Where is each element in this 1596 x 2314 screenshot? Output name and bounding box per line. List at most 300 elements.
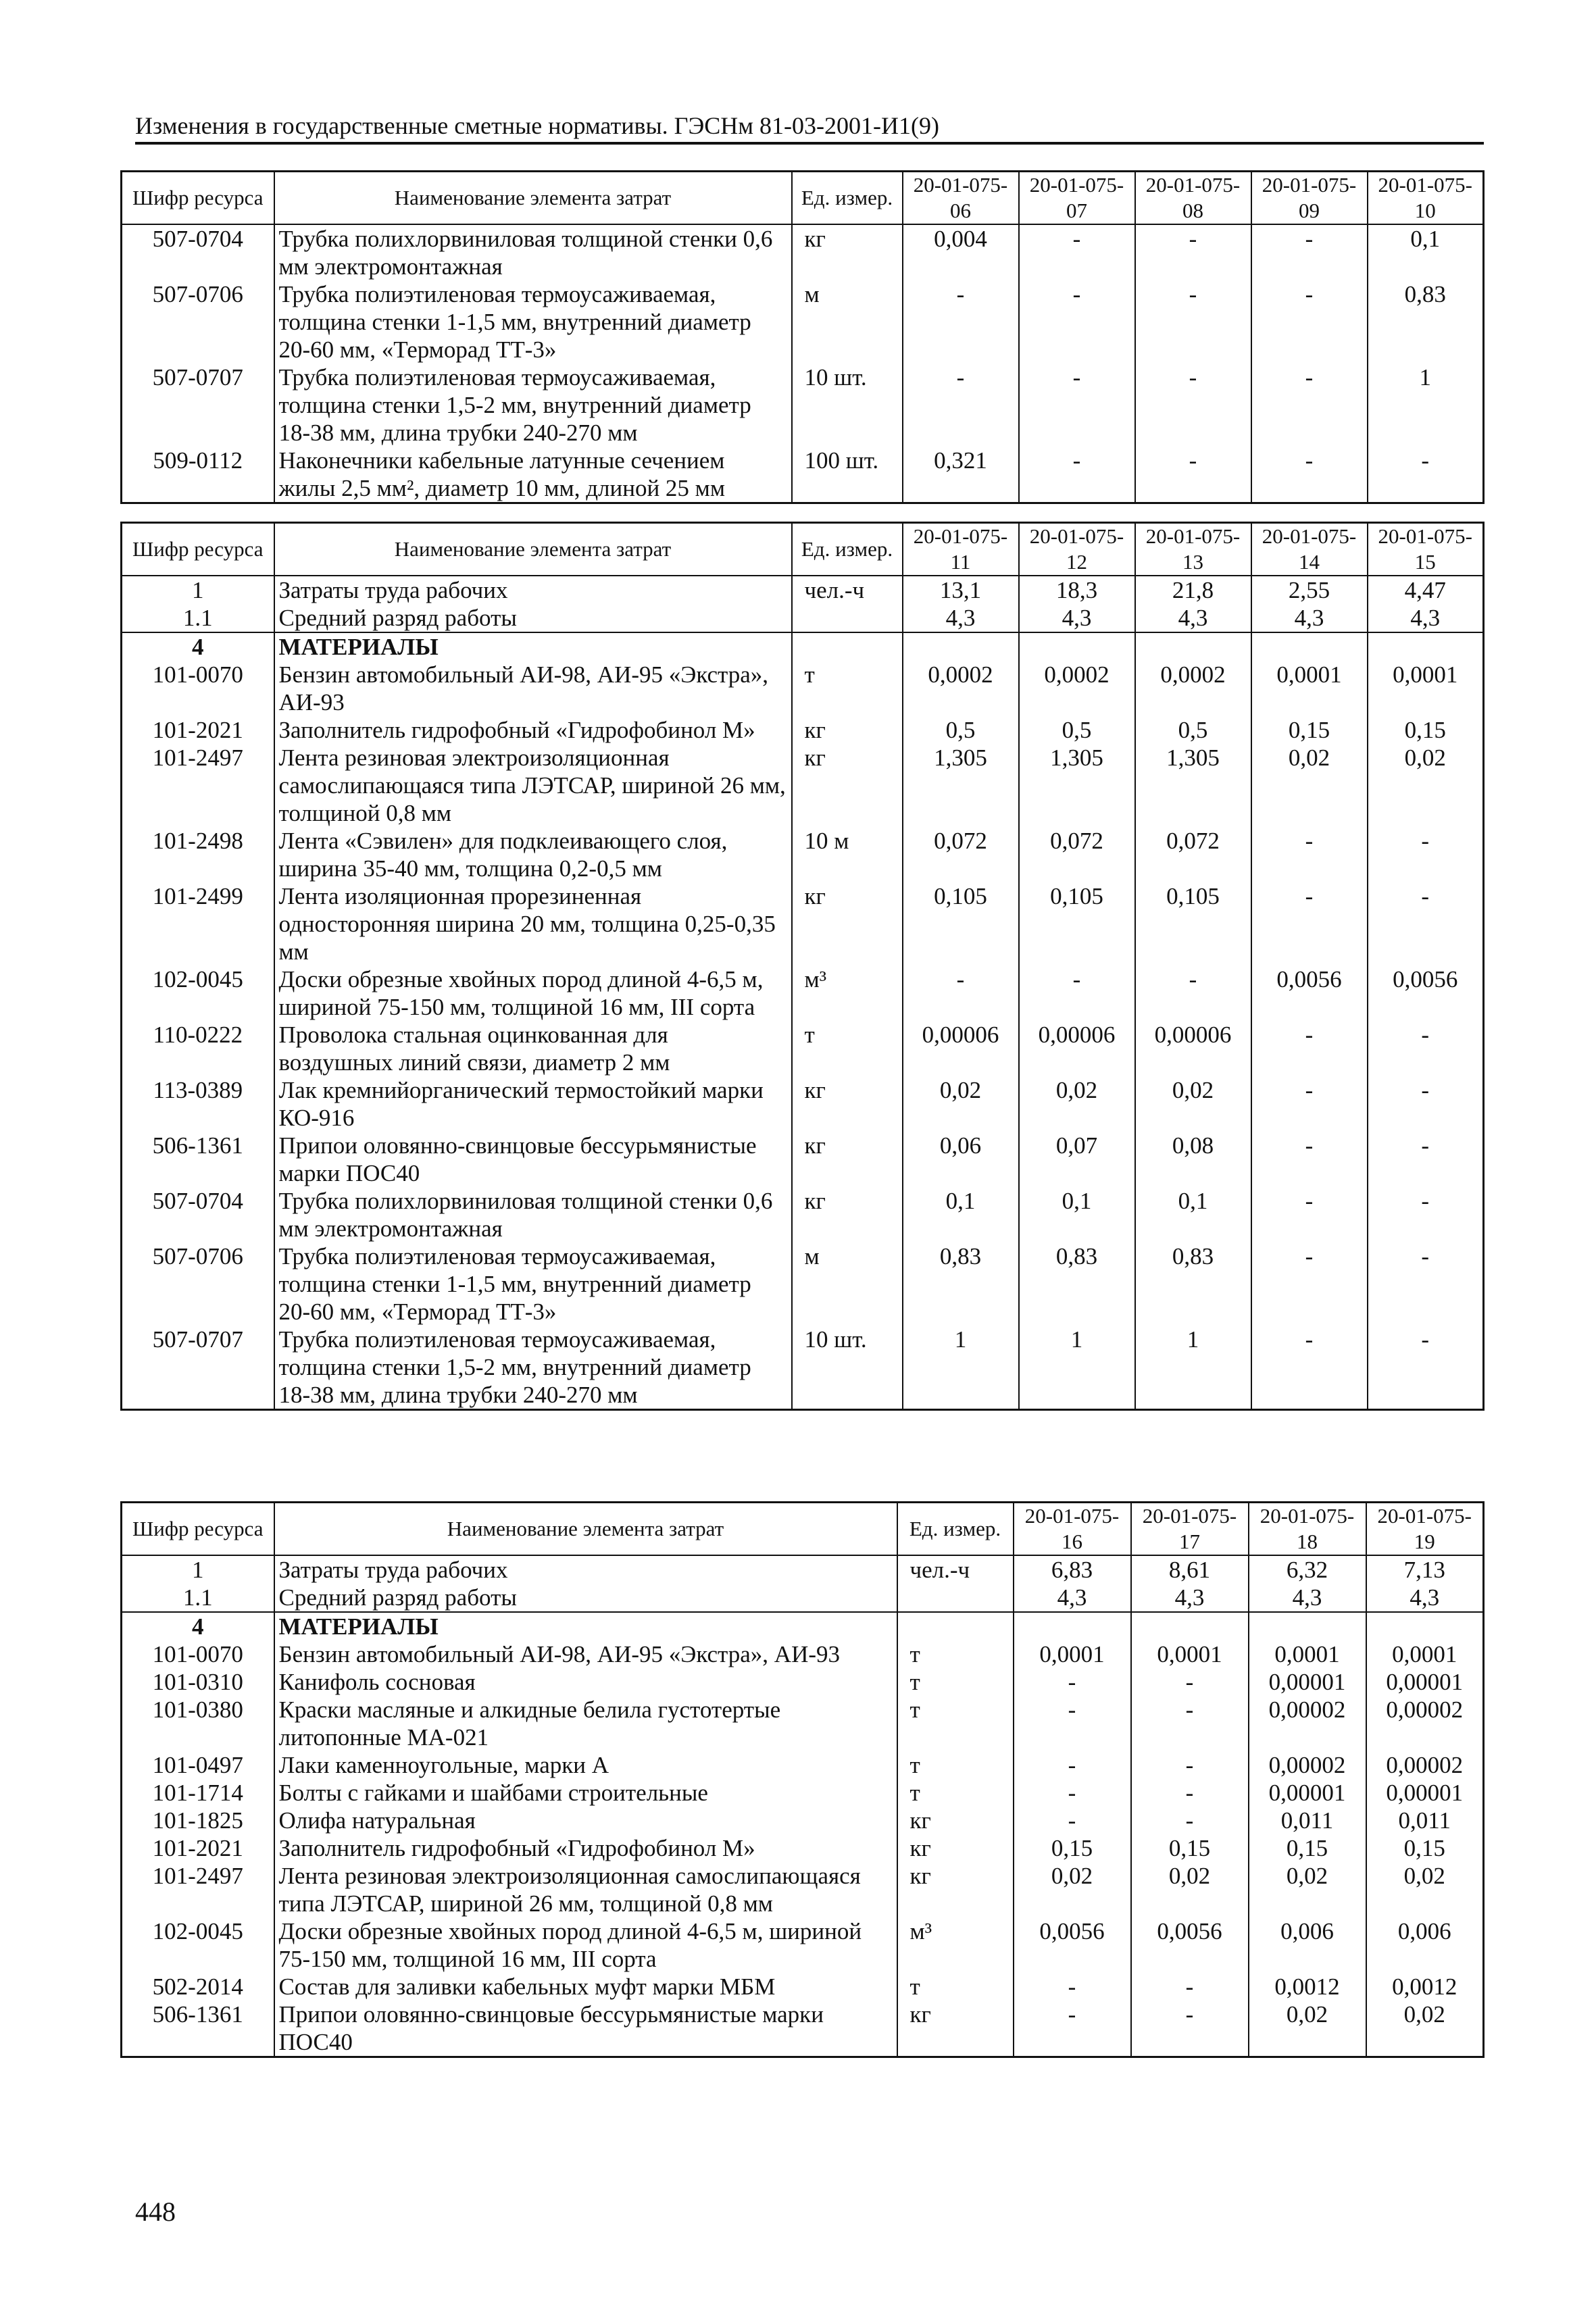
col-header-code: Шифр ресурса (132, 1517, 264, 1540)
resource-code-cell: 101-0497 (152, 1752, 243, 1778)
resource-code-cell: 101-0380 (152, 1696, 243, 1723)
value-cell: 0,00006 (903, 1021, 1019, 1076)
col-header-norm: 20-01-075-14 (1251, 523, 1368, 576)
resource-name-cell: Лента «Сэвилен» для подклеивающего слоя, ширина 35-40 мм, толщина 0,2-0,5 мм (274, 827, 792, 882)
col-header-norm: 20-01-075-06 (903, 172, 1019, 225)
value-cell: - (1251, 363, 1368, 447)
value-cell: 4,3 (1251, 604, 1368, 632)
value-cell: 0,00006 (1135, 1021, 1251, 1076)
table-row (122, 280, 1484, 363)
resource-name-cell: Трубка полихлорвиниловая толщиной стенки 0,6 мм электромонтажная (274, 224, 792, 280)
resource-code-cell: 101-2021 (152, 1835, 243, 1861)
resource-code-cell: 101-2499 (152, 883, 243, 909)
value-cell: 0,15 (1366, 1834, 1484, 1862)
unit-cell: кг (897, 1862, 1014, 1917)
value-cell (1019, 632, 1135, 661)
table-header-row (122, 172, 1484, 225)
unit-cell: т (897, 1696, 1014, 1751)
unit-cell: т (897, 1668, 1014, 1696)
value-cell: 4,3 (1131, 1584, 1249, 1612)
value-cell: - (903, 965, 1019, 1021)
value-cell: - (1131, 1696, 1249, 1751)
resource-code-cell: 506-1361 (152, 1132, 243, 1159)
value-cell (1131, 1612, 1249, 1640)
value-cell: 0,15 (1249, 1834, 1366, 1862)
resource-code-cell: 101-1825 (152, 1807, 243, 1834)
value-cell: 1 (1019, 1326, 1135, 1410)
value-cell: 0,02 (1368, 744, 1484, 827)
resource-table-1 (120, 170, 1485, 504)
value-cell: 1 (903, 1326, 1019, 1410)
value-cell: 0,08 (1135, 1132, 1251, 1187)
value-cell: - (1368, 1132, 1484, 1187)
col-header-code: Шифр ресурса (132, 186, 264, 209)
value-cell: 0,15 (1014, 1834, 1131, 1862)
resource-name-cell: Доски обрезные хвойных пород длиной 4-6,5 м, шириной 75-150 мм, толщиной 16 мм, III сорта (274, 1917, 897, 1973)
value-cell: - (1019, 224, 1135, 280)
unit-cell: кг (897, 1807, 1014, 1834)
col-header-norm: 20-01-075-08 (1135, 172, 1251, 225)
value-cell: - (1131, 2001, 1249, 2057)
col-header-norm: 20-01-075-13 (1135, 523, 1251, 576)
resource-code-cell: 101-0070 (152, 661, 243, 688)
value-cell: 6,32 (1249, 1555, 1366, 1584)
value-cell: - (1019, 447, 1135, 503)
value-cell: 4,3 (1019, 604, 1135, 632)
value-cell: - (1368, 1021, 1484, 1076)
value-cell: 0,006 (1366, 1917, 1484, 1973)
resource-name-cell: Заполнитель гидрофобный «Гидрофобинол М» (274, 1834, 897, 1862)
table-row (122, 1696, 1484, 1751)
header-title: Изменения в государственные сметные нормативы. ГЭСНм 81-03-2001-И1(9) (135, 112, 939, 139)
unit-cell: чел.-ч (792, 576, 903, 604)
value-cell (1014, 1612, 1131, 1640)
resource-code-cell: 1 (192, 577, 204, 603)
col-header-norm: 20-01-075-15 (1368, 523, 1484, 576)
resource-code-cell: 101-0070 (152, 1641, 243, 1667)
value-cell: 0,105 (903, 882, 1019, 965)
table-row (122, 1076, 1484, 1132)
value-cell: 0,5 (903, 716, 1019, 744)
value-cell: - (1251, 1021, 1368, 1076)
resource-code-cell: 102-0045 (152, 966, 243, 992)
unit-cell: чел.-ч (897, 1555, 1014, 1584)
value-cell: - (1014, 1807, 1131, 1834)
resource-name-cell: Трубка полихлорвиниловая толщиной стенки 0,6 мм электромонтажная (274, 1187, 792, 1242)
unit-cell (897, 1612, 1014, 1640)
value-cell: 4,3 (1366, 1584, 1484, 1612)
resource-code-cell: 110-0222 (153, 1022, 243, 1048)
unit-cell: кг (792, 716, 903, 744)
resource-name-cell: МАТЕРИАЛЫ (274, 632, 792, 661)
resource-name-cell: Трубка полиэтиленовая термоусаживаемая, толщина стенки 1,5-2 мм, внутренний диаметр 18-38 мм, длина трубки 240-270 мм (274, 1326, 792, 1410)
col-header-unit: Ед. измер. (792, 172, 903, 225)
unit-cell: 10 шт. (792, 1326, 903, 1410)
value-cell: - (1251, 447, 1368, 503)
resource-code-cell: 507-0704 (152, 226, 243, 252)
resource-name-cell: Трубка полиэтиленовая термоусаживаемая, толщина стенки 1-1,5 мм, внутренний диаметр 20-60 мм, «Терморад ТТ-3» (274, 280, 792, 363)
value-cell: - (1368, 1187, 1484, 1242)
value-cell: 0,00006 (1019, 1021, 1135, 1076)
resource-code-cell: 101-2021 (152, 717, 243, 743)
table-header-row (122, 523, 1484, 576)
value-cell: 0,0012 (1366, 1973, 1484, 2001)
table-row (122, 447, 1484, 503)
value-cell: 0,00001 (1366, 1668, 1484, 1696)
resource-name-cell: Затраты труда рабочих (274, 1555, 897, 1584)
value-cell: 0,83 (903, 1242, 1019, 1326)
table-row (122, 1242, 1484, 1326)
resource-code-cell: 507-0707 (152, 364, 243, 391)
value-cell: 1 (1135, 1326, 1251, 1410)
unit-cell: кг (792, 1076, 903, 1132)
value-cell: 13,1 (903, 576, 1019, 604)
value-cell: - (1131, 1807, 1249, 1834)
value-cell: 0,83 (1135, 1242, 1251, 1326)
resource-code-cell: 101-2498 (152, 828, 243, 854)
col-header-norm: 20-01-075-09 (1251, 172, 1368, 225)
value-cell: 4,47 (1368, 576, 1484, 604)
value-cell: - (1019, 965, 1135, 1021)
resource-name-cell: Бензин автомобильный АИ-98, АИ-95 «Экстра», АИ-93 (274, 1640, 897, 1668)
value-cell: - (1368, 882, 1484, 965)
value-cell: - (1014, 1696, 1131, 1751)
table-row (122, 1807, 1484, 1834)
value-cell: 0,15 (1251, 716, 1368, 744)
value-cell: 0,004 (903, 224, 1019, 280)
table-row (122, 224, 1484, 280)
value-cell: 21,8 (1135, 576, 1251, 604)
value-cell: 0,006 (1249, 1917, 1366, 1973)
table-row (122, 1132, 1484, 1187)
value-cell: 0,0001 (1366, 1640, 1484, 1668)
value-cell: 1 (1368, 363, 1484, 447)
resource-name-cell: Состав для заливки кабельных муфт марки МБМ (274, 1973, 897, 2001)
resource-name-cell: Доски обрезные хвойных пород длиной 4-6,5 м, шириной 75-150 мм, толщиной 16 мм, III сорта (274, 965, 792, 1021)
table-header-row (122, 1503, 1484, 1556)
unit-cell (897, 1584, 1014, 1612)
col-header-unit: Ед. измер. (792, 523, 903, 576)
col-header-norm: 20-01-075-11 (903, 523, 1019, 576)
resource-code-cell: 502-2014 (152, 1973, 243, 2000)
resource-name-cell: Заполнитель гидрофобный «Гидрофобинол М» (274, 716, 792, 744)
unit-cell: т (897, 1751, 1014, 1779)
table-row (122, 1640, 1484, 1668)
value-cell: 0,00002 (1366, 1696, 1484, 1751)
value-cell: - (1368, 1076, 1484, 1132)
value-cell: - (1014, 1751, 1131, 1779)
value-cell: 0,321 (903, 447, 1019, 503)
value-cell: 0,02 (1135, 1076, 1251, 1132)
resource-name-cell: Лента резиновая электроизоляционная самослипающаяся типа ЛЭТСАР, шириной 26 мм, толщиной 0,8 мм (274, 1862, 897, 1917)
resource-code-cell: 113-0389 (153, 1077, 243, 1103)
unit-cell: т (792, 1021, 903, 1076)
resource-code-cell: 507-0704 (152, 1188, 243, 1214)
value-cell: 0,02 (1019, 1076, 1135, 1132)
value-cell: - (1251, 1132, 1368, 1187)
resource-name-cell: Средний разряд работы (274, 604, 792, 632)
resource-name-cell: Лента резиновая электроизоляционная самослипающаяся типа ЛЭТСАР, шириной 26 мм, толщиной 0,8 мм (274, 744, 792, 827)
resource-name-cell: Болты с гайками и шайбами строительные (274, 1779, 897, 1807)
value-cell: 0,072 (1019, 827, 1135, 882)
unit-cell: м (792, 1242, 903, 1326)
value-cell: - (1368, 447, 1484, 503)
value-cell: 0,15 (1368, 716, 1484, 744)
resource-code-cell: 507-0707 (152, 1326, 243, 1353)
resource-name-cell: Олифа натуральная (274, 1807, 897, 1834)
col-header-name: Наименование элемента затрат (274, 523, 792, 576)
value-cell: - (1019, 363, 1135, 447)
value-cell: - (1019, 280, 1135, 363)
value-cell: 0,00001 (1249, 1779, 1366, 1807)
value-cell: 0,83 (1368, 280, 1484, 363)
value-cell: 0,0056 (1131, 1917, 1249, 1973)
value-cell: - (1135, 965, 1251, 1021)
resource-code-cell: 507-0706 (152, 281, 243, 307)
value-cell: 1,305 (1135, 744, 1251, 827)
unit-cell: т (897, 1779, 1014, 1807)
resource-name-cell: Припои оловянно-свинцовые бессурьмянистые марки ПОС40 (274, 2001, 897, 2057)
table-row (122, 363, 1484, 447)
unit-cell: 10 шт. (792, 363, 903, 447)
resource-code-cell: 101-2497 (152, 1863, 243, 1889)
unit-cell: кг (792, 1187, 903, 1242)
value-cell: 0,105 (1135, 882, 1251, 965)
col-header-name: Наименование элемента затрат (274, 172, 792, 225)
value-cell: - (1251, 224, 1368, 280)
value-cell: 18,3 (1019, 576, 1135, 604)
table-row (122, 604, 1484, 632)
value-cell: 1,305 (903, 744, 1019, 827)
value-cell: 0,072 (903, 827, 1019, 882)
value-cell: 0,011 (1249, 1807, 1366, 1834)
unit-cell: кг (897, 2001, 1014, 2057)
unit-cell (792, 604, 903, 632)
value-cell: - (1135, 224, 1251, 280)
value-cell: 0,0056 (1251, 965, 1368, 1021)
table-row (122, 576, 1484, 604)
value-cell: - (1368, 1326, 1484, 1410)
value-cell: 0,011 (1366, 1807, 1484, 1834)
value-cell (1251, 632, 1368, 661)
value-cell: 8,61 (1131, 1555, 1249, 1584)
value-cell: - (1131, 1751, 1249, 1779)
resource-code-cell: 509-0112 (153, 447, 243, 474)
value-cell: 6,83 (1014, 1555, 1131, 1584)
value-cell: - (1014, 1779, 1131, 1807)
value-cell (1366, 1612, 1484, 1640)
resource-name-cell: Средний разряд работы (274, 1584, 897, 1612)
col-header-norm: 20-01-075-16 (1014, 1503, 1131, 1556)
unit-cell: 10 м (792, 827, 903, 882)
value-cell (1368, 632, 1484, 661)
unit-cell: т (897, 1973, 1014, 2001)
section-row (122, 632, 1484, 661)
col-header-norm: 20-01-075-19 (1366, 1503, 1484, 1556)
value-cell: - (1251, 1187, 1368, 1242)
resource-name-cell: Трубка полиэтиленовая термоусаживаемая, толщина стенки 1-1,5 мм, внутренний диаметр 20-60 мм, «Терморад ТТ-3» (274, 1242, 792, 1326)
resource-name-cell: Лаки каменноугольные, марки А (274, 1751, 897, 1779)
col-header-norm: 20-01-075-12 (1019, 523, 1135, 576)
value-cell: 0,0002 (1019, 661, 1135, 716)
value-cell: 0,00002 (1249, 1751, 1366, 1779)
table-row (122, 1668, 1484, 1696)
value-cell: 0,0001 (1131, 1640, 1249, 1668)
value-cell: - (1131, 1668, 1249, 1696)
resource-name-cell: Трубка полиэтиленовая термоусаживаемая, толщина стенки 1,5-2 мм, внутренний диаметр 18-38 мм, длина трубки 240-270 мм (274, 363, 792, 447)
value-cell: 0,1 (903, 1187, 1019, 1242)
value-cell: 0,02 (1366, 1862, 1484, 1917)
value-cell: 4,3 (1249, 1584, 1366, 1612)
resource-code-cell: 1.1 (182, 1584, 213, 1611)
value-cell: - (1251, 827, 1368, 882)
table-row (122, 965, 1484, 1021)
value-cell: 0,15 (1131, 1834, 1249, 1862)
value-cell: - (1131, 1779, 1249, 1807)
col-header-unit: Ед. измер. (897, 1503, 1014, 1556)
resource-name-cell: МАТЕРИАЛЫ (274, 1612, 897, 1640)
unit-cell: м (792, 280, 903, 363)
value-cell: 0,02 (1366, 2001, 1484, 2057)
col-header-norm: 20-01-075-17 (1131, 1503, 1249, 1556)
value-cell: 0,1 (1135, 1187, 1251, 1242)
value-cell: 0,02 (1131, 1862, 1249, 1917)
value-cell: 4,3 (1135, 604, 1251, 632)
resource-code-cell: 101-2497 (152, 745, 243, 771)
value-cell: 2,55 (1251, 576, 1368, 604)
resource-code-cell: 1.1 (182, 605, 213, 631)
table-row (122, 1779, 1484, 1807)
unit-cell: кг (792, 882, 903, 965)
value-cell: 0,0001 (1014, 1640, 1131, 1668)
resource-name-cell: Припои оловянно-свинцовые бессурьмянистые марки ПОС40 (274, 1132, 792, 1187)
value-cell: 4,3 (903, 604, 1019, 632)
value-cell: 0,072 (1135, 827, 1251, 882)
page-header (135, 111, 1484, 145)
table-row (122, 882, 1484, 965)
value-cell: 0,00002 (1249, 1696, 1366, 1751)
value-cell: - (1135, 363, 1251, 447)
unit-cell: кг (792, 224, 903, 280)
col-header-norm: 20-01-075-18 (1249, 1503, 1366, 1556)
table-row (122, 1917, 1484, 1973)
value-cell: 0,02 (1249, 1862, 1366, 1917)
resource-code-cell: 4 (122, 632, 274, 661)
value-cell: - (1368, 827, 1484, 882)
value-cell: 0,83 (1019, 1242, 1135, 1326)
resource-code-cell: 507-0706 (152, 1243, 243, 1269)
unit-cell: 100 шт. (792, 447, 903, 503)
value-cell: 0,0002 (903, 661, 1019, 716)
unit-cell: м³ (792, 965, 903, 1021)
value-cell: 0,0001 (1249, 1640, 1366, 1668)
value-cell: - (903, 363, 1019, 447)
resource-table-3 (120, 1501, 1485, 2058)
resource-name-cell: Проволока стальная оцинкованная для воздушных линий связи, диаметр 2 мм (274, 1021, 792, 1076)
value-cell: - (1251, 1076, 1368, 1132)
resource-code-cell: 102-0045 (152, 1918, 243, 1944)
value-cell: 0,0056 (1368, 965, 1484, 1021)
unit-cell: т (792, 661, 903, 716)
unit-cell: кг (897, 1834, 1014, 1862)
value-cell: - (1014, 2001, 1131, 2057)
table-row (122, 1021, 1484, 1076)
table-row (122, 1187, 1484, 1242)
resource-name-cell: Лак кремнийорганический термостойкий марки КО-916 (274, 1076, 792, 1132)
unit-cell: кг (792, 1132, 903, 1187)
value-cell: 0,00001 (1366, 1779, 1484, 1807)
value-cell: 0,0002 (1135, 661, 1251, 716)
table-row (122, 1834, 1484, 1862)
value-cell: 0,1 (1368, 224, 1484, 280)
value-cell: 4,3 (1014, 1584, 1131, 1612)
value-cell: 0,0056 (1014, 1917, 1131, 1973)
value-cell: 4,3 (1368, 604, 1484, 632)
col-header-norm: 20-01-075-10 (1368, 172, 1484, 225)
table-row (122, 744, 1484, 827)
table-row (122, 1862, 1484, 1917)
resource-name-cell: Наконечники кабельные латунные сечением жилы 2,5 мм², диаметр 10 мм, длиной 25 мм (274, 447, 792, 503)
col-header-code: Шифр ресурса (132, 537, 264, 561)
value-cell: 0,02 (903, 1076, 1019, 1132)
value-cell: 0,5 (1135, 716, 1251, 744)
resource-name-cell: Краски масляные и алкидные белила густотертые литопонные МА-021 (274, 1696, 897, 1751)
value-cell: 0,00001 (1249, 1668, 1366, 1696)
value-cell (903, 632, 1019, 661)
table-row (122, 1584, 1484, 1612)
value-cell: - (1135, 447, 1251, 503)
value-cell: 0,02 (1251, 744, 1368, 827)
value-cell: - (1368, 1242, 1484, 1326)
table-row (122, 1751, 1484, 1779)
value-cell: - (1014, 1973, 1131, 2001)
table-row (122, 1973, 1484, 2001)
value-cell: 1,305 (1019, 744, 1135, 827)
resource-name-cell: Затраты труда рабочих (274, 576, 792, 604)
table-row (122, 1555, 1484, 1584)
value-cell: - (1135, 280, 1251, 363)
value-cell (1135, 632, 1251, 661)
value-cell: 0,02 (1014, 1862, 1131, 1917)
table-row (122, 827, 1484, 882)
resource-name-cell: Канифоль сосновая (274, 1668, 897, 1696)
resource-code-cell: 1 (192, 1557, 204, 1583)
unit-cell: т (897, 1640, 1014, 1668)
value-cell: 0,06 (903, 1132, 1019, 1187)
resource-table-2 (120, 522, 1485, 1411)
value-cell (1249, 1612, 1366, 1640)
col-header-norm: 20-01-075-07 (1019, 172, 1135, 225)
value-cell: 0,0001 (1368, 661, 1484, 716)
unit-cell: м³ (897, 1917, 1014, 1973)
section-row (122, 1612, 1484, 1640)
resource-code-cell: 506-1361 (152, 2001, 243, 2028)
value-cell: - (1131, 1973, 1249, 2001)
resource-name-cell: Лента изоляционная прорезиненная односторонняя ширина 20 мм, толщина 0,25-0,35 мм (274, 882, 792, 965)
value-cell: 0,5 (1019, 716, 1135, 744)
value-cell: - (1251, 1326, 1368, 1410)
table-row (122, 2001, 1484, 2057)
value-cell: 0,07 (1019, 1132, 1135, 1187)
value-cell: 0,02 (1249, 2001, 1366, 2057)
value-cell: - (1014, 1668, 1131, 1696)
page-number: 448 (135, 2196, 176, 2227)
resource-name-cell: Бензин автомобильный АИ-98, АИ-95 «Экстра», АИ-93 (274, 661, 792, 716)
value-cell: - (903, 280, 1019, 363)
value-cell: - (1251, 280, 1368, 363)
resource-code-cell: 101-0310 (152, 1669, 243, 1695)
resource-code-cell: 4 (122, 1612, 274, 1640)
